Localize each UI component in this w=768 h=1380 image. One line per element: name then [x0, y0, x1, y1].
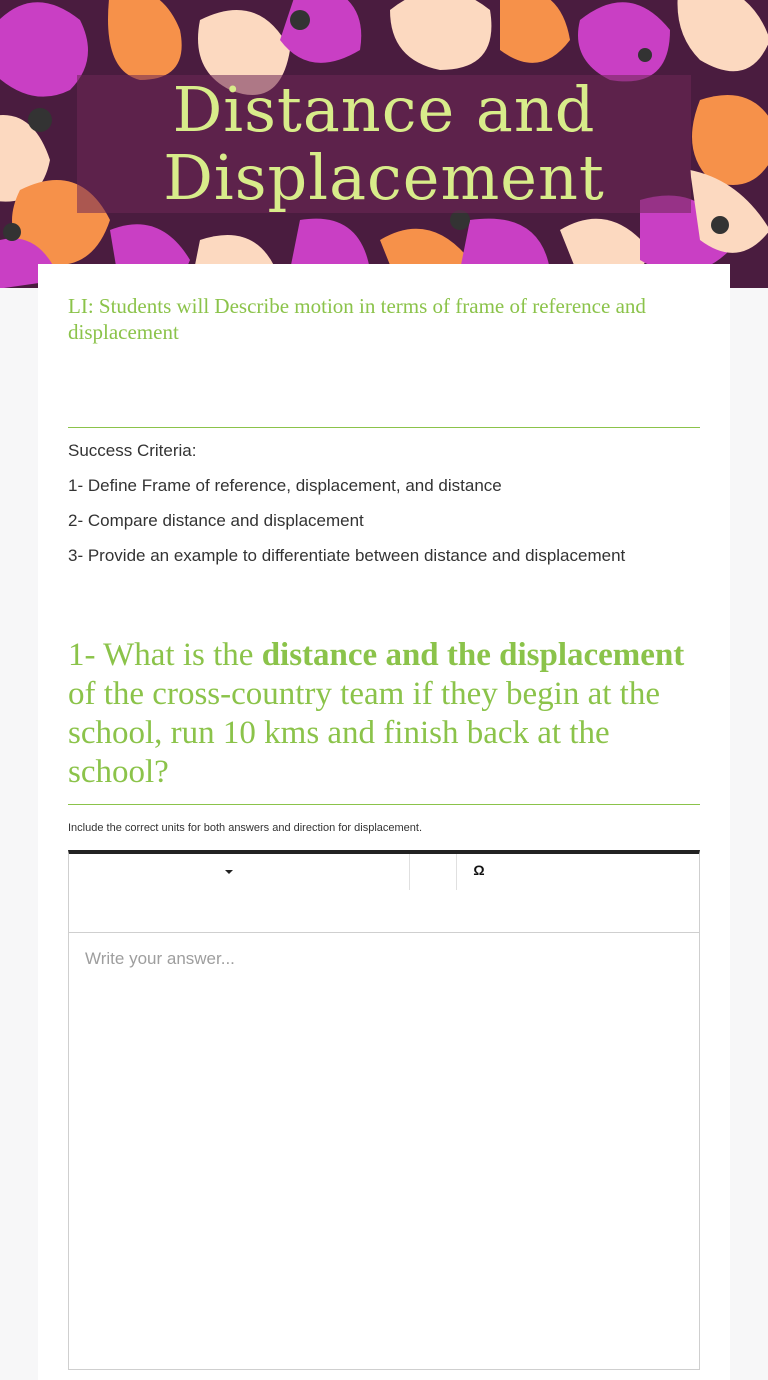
question-instructions: Include the correct units for both answers and direction for displacement. — [68, 822, 423, 834]
page-title: Distance and Displacement — [163, 73, 605, 214]
success-criteria-item: 1- Define Frame of reference, displacement, and distance — [68, 476, 502, 495]
answer-editor — [68, 850, 700, 1370]
divider — [68, 804, 700, 805]
divider — [68, 427, 700, 428]
question-text — [68, 636, 708, 792]
success-criteria-item: 3- Provide an example to differentiate between distance and displacement — [68, 546, 626, 565]
question-prefix: 1- What is the — [68, 637, 262, 673]
caret-down-icon — [225, 870, 233, 874]
success-criteria-heading: Success Criteria: — [68, 441, 197, 460]
format-dropdown[interactable] — [69, 854, 410, 890]
header-banner — [0, 0, 768, 288]
title-box — [77, 75, 691, 213]
worksheet-card — [38, 264, 730, 1380]
answer-input[interactable] — [69, 933, 699, 1369]
learning-intention: LI: Students will Describe motion in terms of frame of reference and displacement — [68, 294, 646, 344]
question-emphasis: distance and the displacement — [261, 637, 685, 673]
special-character-button[interactable]: Ω — [473, 862, 485, 878]
toolbar-button[interactable] — [409, 854, 457, 890]
editor-toolbar — [69, 854, 699, 933]
success-criteria-item: 2- Compare distance and displacement — [68, 511, 364, 530]
question-suffix: of the cross-country team if they begin at the school, run 10 kms and finish back at the school? — [68, 676, 660, 790]
